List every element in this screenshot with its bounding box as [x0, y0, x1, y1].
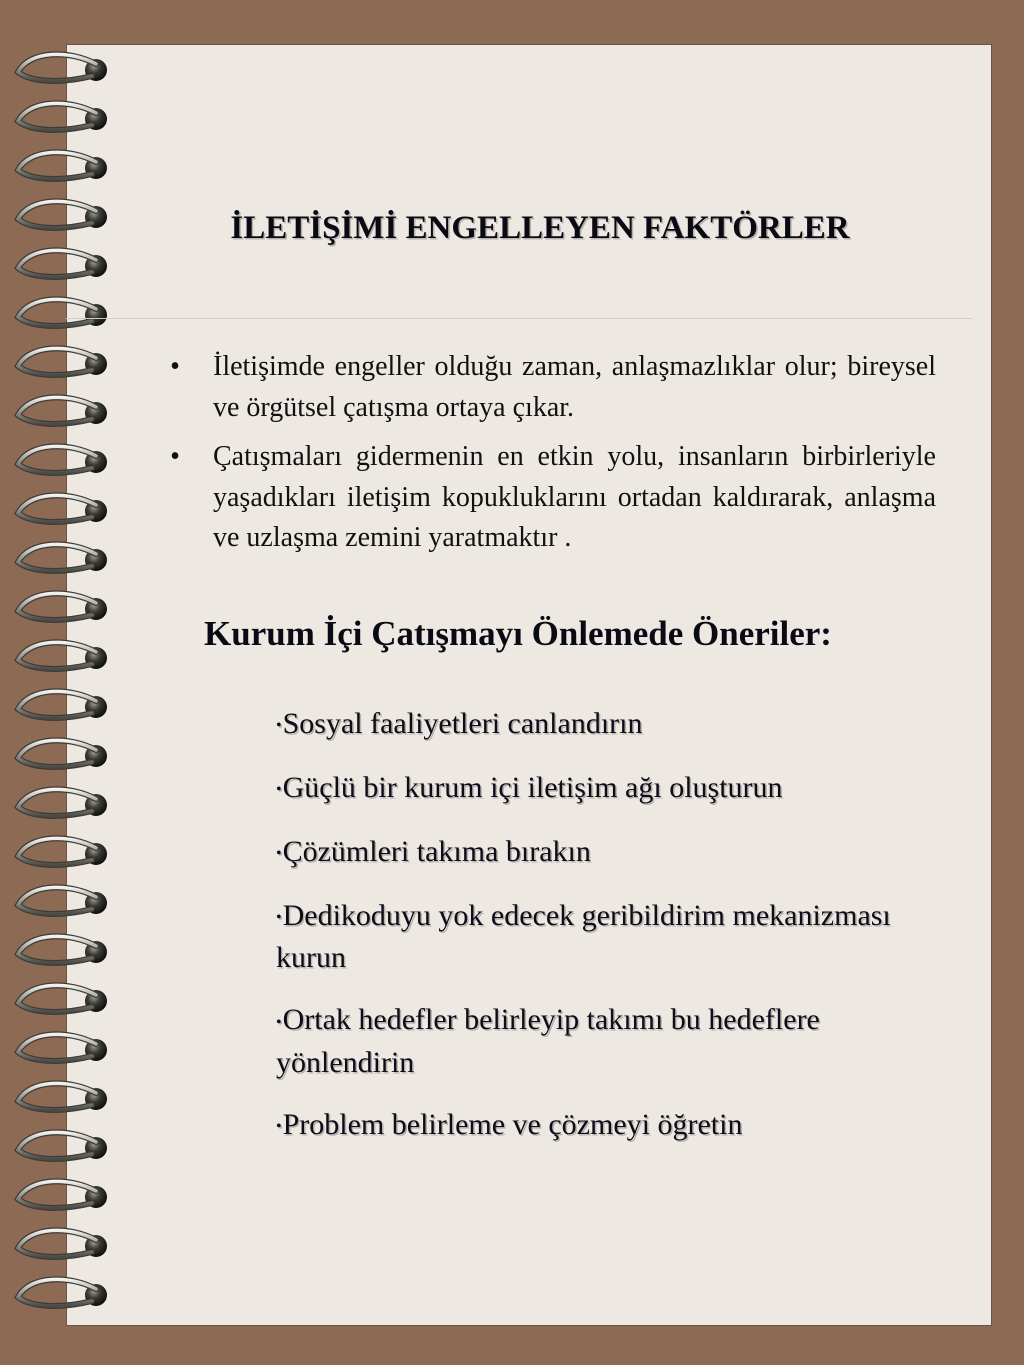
spiral-wire — [18, 446, 96, 473]
spiral-ring — [18, 887, 107, 914]
spiral-ring — [18, 1279, 107, 1306]
spiral-ring — [18, 348, 107, 375]
spiral-ring — [18, 593, 107, 620]
spiral-wire — [18, 250, 96, 277]
spiral-wire — [18, 1083, 96, 1110]
recommendation-text: Sosyal faaliyetleri canlandırın — [282, 707, 643, 740]
spiral-wire — [18, 152, 96, 179]
bullet-marker: • — [276, 845, 282, 863]
spiral-ring — [18, 201, 107, 228]
recommendation-text: Ortak hedefler belirleyip takımı bu hedeflere yönlendirin — [276, 1003, 820, 1079]
spiral-ring — [18, 642, 107, 669]
spiral-wire — [18, 838, 96, 865]
spiral-ring — [18, 936, 107, 963]
spiral-ring — [18, 838, 107, 865]
spiral-wire — [18, 544, 96, 571]
recommendation-item — [276, 1000, 916, 1082]
spiral-wire — [18, 1181, 96, 1208]
spiral-ring — [18, 740, 107, 767]
title-divider — [66, 318, 972, 319]
section-heading: Kurum İçi Çatışmayı Önlemede Öneriler: — [204, 614, 832, 653]
bullet-marker: • — [276, 1117, 282, 1135]
spiral-binding — [0, 0, 130, 1365]
spiral-ring — [18, 789, 107, 816]
spiral-ring — [18, 1132, 107, 1159]
spiral-wire — [18, 1230, 96, 1257]
spiral-wire — [18, 397, 96, 424]
intro-bullet-text: Çatışmaları gidermenin en etkin yolu, insanların birbirleriyle yaşadıkları iletişim kopukluklarını ortadan kaldırarak, anlaşma ve uzlaşma zemini yaratmaktır . — [213, 441, 936, 553]
spiral-wire — [18, 299, 96, 326]
spiral-ring — [18, 1083, 107, 1110]
spiral-wire — [18, 495, 96, 522]
spiral-wire — [18, 1279, 96, 1306]
spiral-ring — [18, 397, 107, 424]
spiral-ring — [18, 691, 107, 718]
recommendation-item — [276, 896, 916, 978]
spiral-ring — [18, 54, 107, 81]
page-title: İLETİŞİMİ ENGELLEYEN FAKTÖRLER — [230, 210, 850, 246]
spiral-ring — [18, 1230, 107, 1257]
intro-bullet-list — [160, 347, 936, 568]
intro-bullet-text: İletişimde engeller olduğu zaman, anlaşmazlıklar olur; bireysel ve örgütsel çatışma ortaya çıkar. — [213, 351, 936, 423]
recommendation-item — [276, 1105, 916, 1147]
bullet-marker: • — [170, 441, 180, 472]
recommendation-item — [276, 768, 916, 810]
spiral-wire — [18, 740, 96, 767]
spiral-ring — [18, 103, 107, 130]
spiral-wire — [18, 1132, 96, 1159]
spiral-wire — [18, 985, 96, 1012]
spiral-ring — [18, 1034, 107, 1061]
bullet-marker: • — [276, 781, 282, 799]
spiral-ring — [18, 985, 107, 1012]
spiral-wire — [18, 54, 96, 81]
spiral-ring — [18, 544, 107, 571]
spiral-wire — [18, 887, 96, 914]
spiral-wire — [18, 936, 96, 963]
spiral-wire — [18, 1034, 96, 1061]
spiral-wire — [18, 593, 96, 620]
bullet-marker: • — [170, 351, 180, 382]
spiral-rings — [18, 54, 107, 1306]
spiral-ring — [18, 299, 107, 326]
recommendation-text: Dedikoduyu yok edecek geribildirim mekanizması kurun — [276, 899, 891, 975]
spiral-ring — [18, 1181, 107, 1208]
recommendation-item — [276, 832, 916, 874]
bullet-marker: • — [276, 909, 282, 927]
spiral-wire — [18, 789, 96, 816]
spiral-wire — [18, 642, 96, 669]
recommendation-text: Çözümleri takıma bırakın — [282, 835, 591, 869]
spiral-ring — [18, 446, 107, 473]
recommendation-list — [276, 704, 916, 1169]
recommendation-text: Güçlü bir kurum içi iletişim ağı oluşturun — [282, 771, 783, 805]
spiral-ring — [18, 495, 107, 522]
intro-bullet-item — [160, 437, 936, 559]
spiral-wire — [18, 201, 96, 228]
spiral-ring — [18, 250, 107, 277]
recommendation-item — [276, 704, 916, 746]
intro-bullet-item — [160, 347, 936, 428]
spiral-ring — [18, 152, 107, 179]
spiral-wire — [18, 103, 96, 130]
bullet-marker: • — [276, 1013, 282, 1031]
spiral-wire — [18, 348, 96, 375]
recommendation-text: Problem belirleme ve çözmeyi öğretin — [282, 1107, 743, 1141]
spiral-wire — [18, 691, 96, 718]
bullet-marker: • — [276, 717, 282, 735]
